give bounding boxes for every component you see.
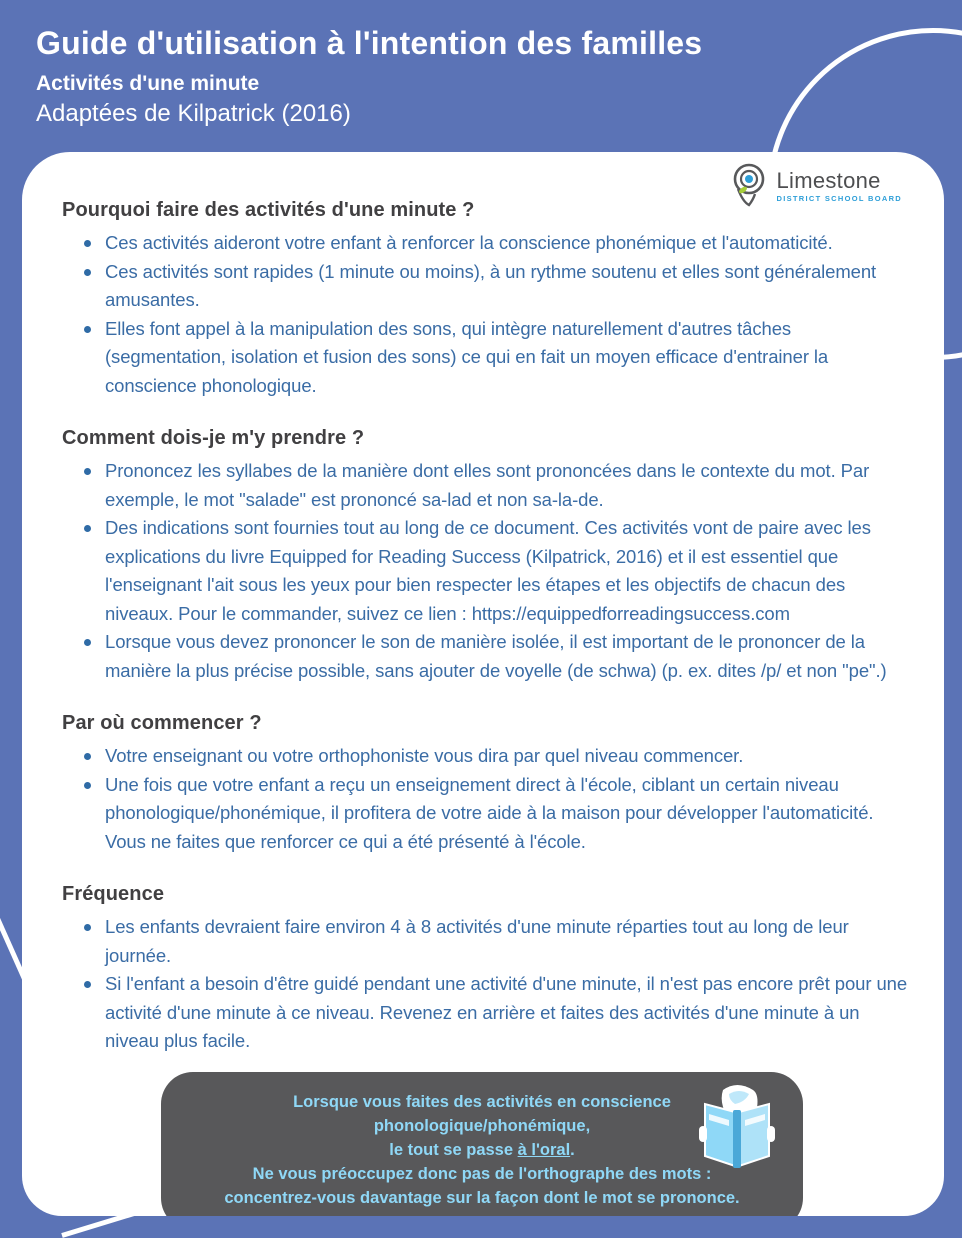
list-item: Des indications sont fournies tout au long de ce document. Ces activités vont de paire avec les explications du livre Equipped for Reading Success (Kilpatrick, 2016) et il est essentiel que l'enseignant l'ait sous les yeux pour bien respecter les étapes et les objectifs de chacun des niveaux. Pour le commander, suivez ce lien : https://equippedforreadingsuccess.com xyxy=(84,514,916,628)
callout-text: . xyxy=(570,1140,575,1159)
section-why-heading: Pourquoi faire des activités d'une minute ? xyxy=(62,199,475,221)
logo-text xyxy=(777,170,903,203)
section-where-list xyxy=(48,742,916,856)
callout-underlined-text: à l'oral xyxy=(517,1140,571,1159)
logo-tagline: DISTRICT SCHOOL BOARD xyxy=(776,194,902,203)
callout-line: Ne vous préoccupez donc pas de l'orthographe des mots : xyxy=(252,1164,712,1183)
reading-book-icon xyxy=(695,1082,779,1177)
section-frequency-list xyxy=(48,913,916,1056)
attribution: Adaptées de Kilpatrick (2016) xyxy=(36,100,351,127)
section-frequency xyxy=(48,880,916,1056)
section-why xyxy=(48,196,916,400)
content-card xyxy=(22,152,944,1216)
limestone-pin-icon xyxy=(729,160,769,213)
list-item: Les enfants devraient faire environ 4 à 8 activités d'une minute réparties tout au long de leur journée. xyxy=(84,913,916,970)
page-subtitle: Activités d'une minute xyxy=(36,72,260,95)
callout-line: concentrez-vous davantage sur la façon dont le mot se prononce. xyxy=(224,1188,740,1207)
section-how-heading: Comment dois-je m'y prendre ? xyxy=(62,427,365,449)
section-how xyxy=(48,424,916,685)
limestone-logo xyxy=(729,160,903,213)
list-item: Ces activités aideront votre enfant à renforcer la conscience phonémique et l'automaticité. xyxy=(84,229,916,258)
section-frequency-heading: Fréquence xyxy=(62,883,165,905)
section-how-list xyxy=(48,457,916,685)
list-item: Lorsque vous devez prononcer le son de manière isolée, il est important de le prononcer de la manière la plus précise possible, sans ajouter de voyelle (de schwa) (p. ex. dites /p/ et non "pe".) xyxy=(84,628,916,685)
list-item: Ces activités sont rapides (1 minute ou moins), à un rythme soutenu et elles sont généralement amusantes. xyxy=(84,258,916,315)
section-where-to-start xyxy=(48,709,916,856)
callout-text: le tout se passe xyxy=(389,1140,518,1159)
callout-line: phonologique/phonémique, xyxy=(373,1116,591,1135)
logo-name: Limestone xyxy=(776,168,881,193)
list-item: Prononcez les syllabes de la manière dont elles sont prononcées dans le contexte du mot. Par exemple, le mot "salade" est prononcé sa-lad et non sa-la-de. xyxy=(84,457,916,514)
page-title: Guide d'utilisation à l'intention des familles xyxy=(36,25,703,61)
list-item: Une fois que votre enfant a reçu un enseignement direct à l'école, ciblant un certain niveau phonologique/phonémique, il profitera de votre aide à la maison pour développer l'automaticité. Vous ne faites que renforcer ce qui a été présenté à l'école. xyxy=(84,771,916,857)
section-where-heading: Par où commencer ? xyxy=(62,712,262,734)
list-item: Votre enseignant ou votre orthophoniste vous dira par quel niveau commencer. xyxy=(84,742,916,771)
document-header xyxy=(36,24,702,128)
callout-line: Lorsque vous faites des activités en conscience xyxy=(293,1092,671,1111)
oral-reminder-callout xyxy=(161,1072,803,1217)
list-item: Si l'enfant a besoin d'être guidé pendant une activité d'une minute, il n'est pas encore prêt pour une activité d'une minute à ce niveau. Revenez en arrière et faites des activités d'une minute à un niveau plus facile. xyxy=(84,970,916,1056)
callout-line xyxy=(185,1138,779,1162)
section-why-list xyxy=(48,229,916,400)
list-item: Elles font appel à la manipulation des sons, qui intègre naturellement d'autres tâches (segmentation, isolation et fusion des sons) ce qui en fait un moyen efficace d'entrainer la conscience phonologique. xyxy=(84,315,916,401)
